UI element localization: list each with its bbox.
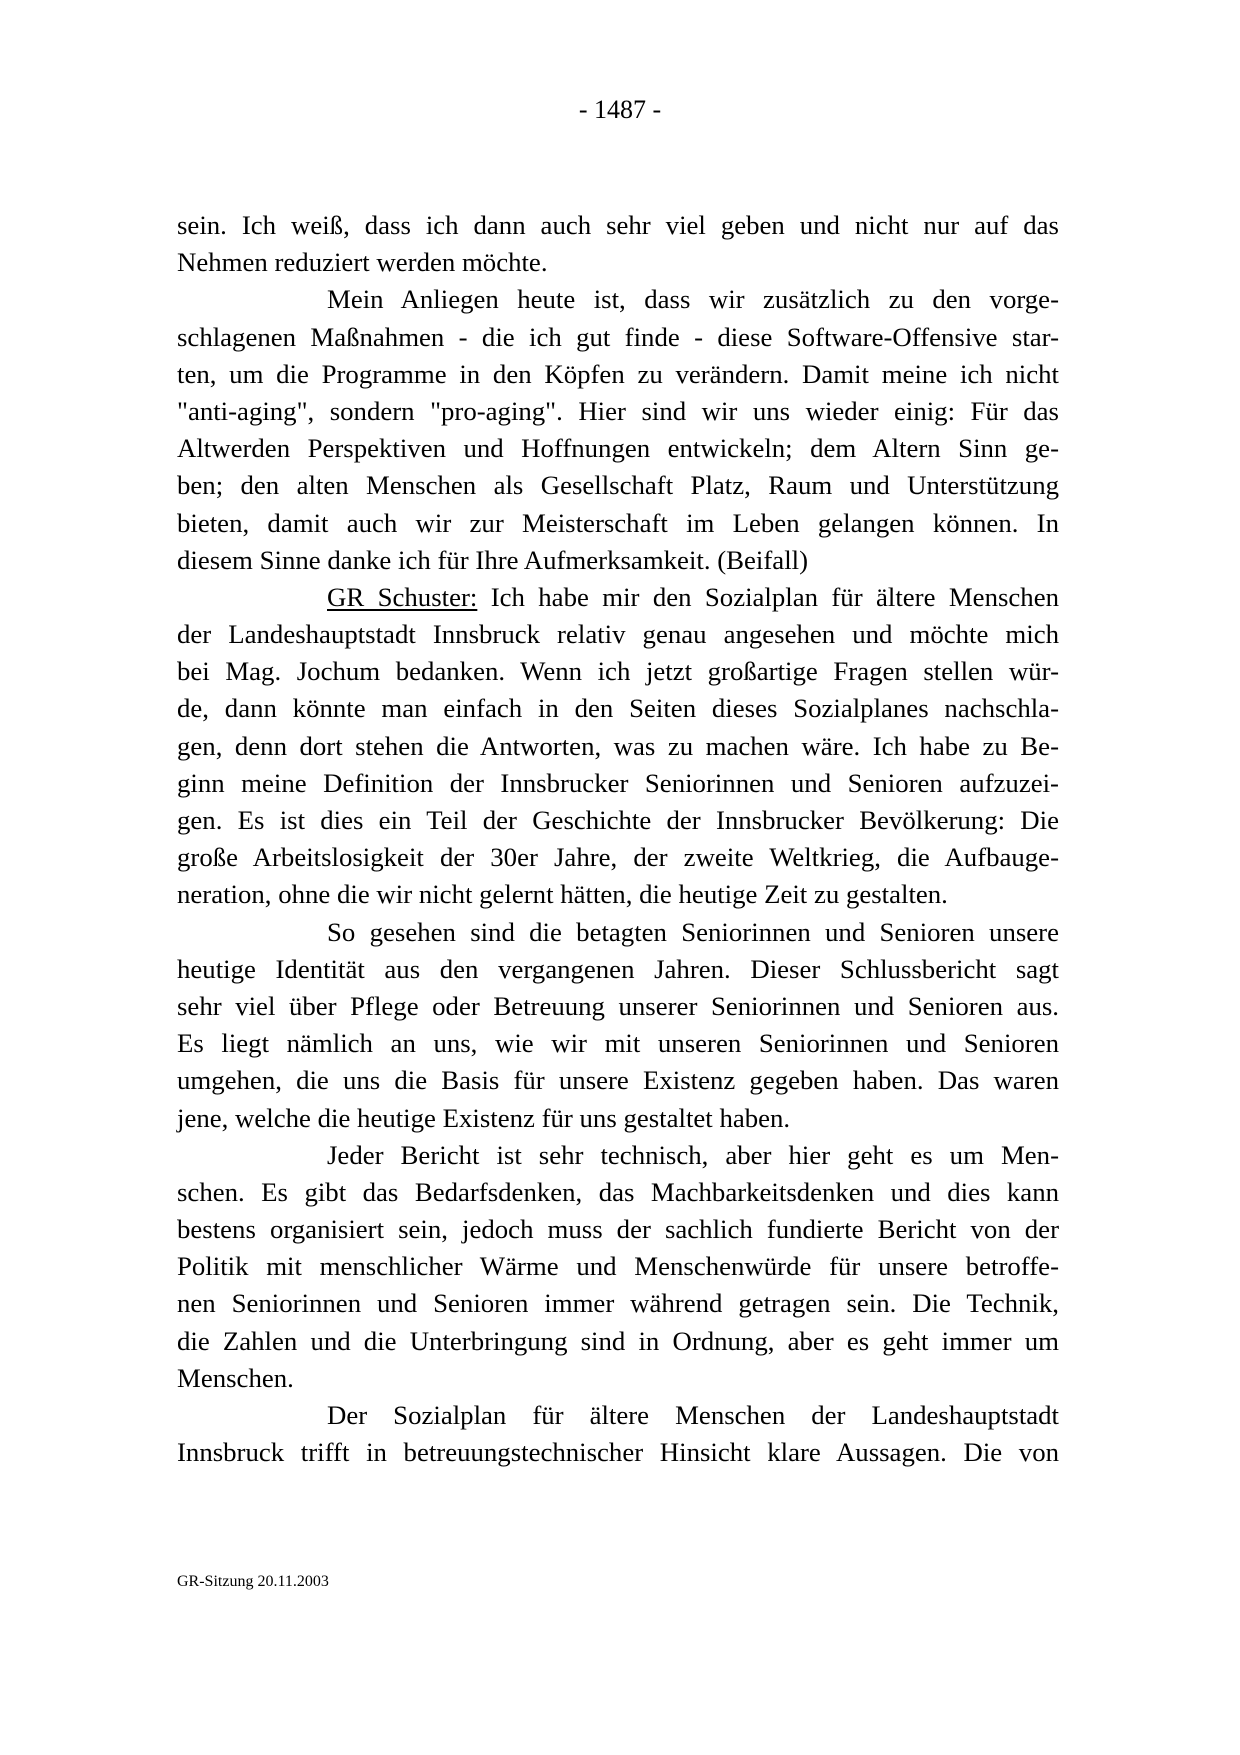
text-line: ten, um die Programme in den Köpfen zu verändern. Damit meine ich nicht: [177, 358, 1059, 389]
paragraph: [177, 207, 1059, 281]
text-line: bieten, damit auch wir zur Meisterschaft im Leben gelangen können. In: [177, 507, 1059, 538]
page-number: - 1487 -: [578, 95, 662, 124]
text-line: sehr viel über Pflege oder Betreuung unserer Seniorinnen und Senioren aus.: [177, 990, 1059, 1021]
text-line: "anti-aging", sondern "pro-aging". Hier sind wir uns wieder einig: Für das: [177, 395, 1059, 426]
text-line: ben; den alten Menschen als Gesellschaft Platz, Raum und Unterstützung: [177, 470, 1059, 501]
body-text: [177, 207, 1059, 1471]
text-line: Menschen.: [177, 1362, 294, 1393]
text-line: de, dann könnte man einfach in den Seiten dieses Sozialplanes nachschla-: [177, 693, 1059, 724]
text-line: Politik mit menschlicher Wärme und Menschenwürde für unsere betroffe-: [177, 1251, 1059, 1282]
text-line: die Zahlen und die Unterbringung sind in Ordnung, aber es geht immer um: [177, 1325, 1059, 1356]
text-line: nen Seniorinnen und Senioren immer während getragen sein. Die Technik,: [177, 1288, 1059, 1319]
text-line: gen. Es ist dies ein Teil der Geschichte der Innsbrucker Bevölkerung: Die: [177, 805, 1059, 835]
text-line: neration, ohne die wir nicht gelernt hätten, die heutige Zeit zu gestalten.: [177, 879, 948, 910]
text-line: Innsbruck trifft in betreuungstechnischer Hinsicht klare Aussagen. Die von: [177, 1437, 1059, 1468]
text-line: heutige Identität aus den vergangenen Jahren. Dieser Schlussbericht sagt: [177, 953, 1059, 984]
text-line: Jeder Bericht ist sehr technisch, aber hier geht es um Men-: [327, 1139, 1059, 1170]
paragraph: [177, 914, 1059, 1137]
paragraph: [177, 1397, 1059, 1471]
text-line: Der Sozialplan für ältere Menschen der Landeshauptstadt: [327, 1400, 1059, 1430]
text-line: Mein Anliegen heute ist, dass wir zusätzlich zu den vorge-: [327, 284, 1059, 315]
text-line: schen. Es gibt das Bedarfsdenken, das Machbarkeitsdenken und dies kann: [177, 1176, 1059, 1207]
paragraph: [177, 1137, 1059, 1397]
text-line: Nehmen reduziert werden möchte.: [177, 247, 548, 278]
text-line: sein. Ich weiß, dass ich dann auch sehr viel geben und nicht nur auf das: [177, 210, 1059, 240]
text-line: ginn meine Definition der Innsbrucker Seniorinnen und Senioren aufzuzei-: [177, 767, 1059, 798]
paragraph: [177, 281, 1059, 579]
text-line-content: Ich habe mir den Sozialplan für ältere Menschen: [477, 581, 1059, 612]
speaker-name: GR Schuster:: [327, 581, 478, 612]
paragraph: [177, 579, 1059, 914]
text-line: Altwerden Perspektiven und Hoffnungen entwickeln; dem Altern Sinn ge-: [177, 433, 1059, 464]
text-line: bestens organisiert sein, jedoch muss der sachlich fundierte Bericht von der: [177, 1214, 1059, 1245]
text-line: der Landeshauptstadt Innsbruck relativ genau angesehen und möchte mich: [177, 619, 1059, 650]
text-line: [177, 579, 1059, 616]
text-line: jene, welche die heutige Existenz für uns gestaltet haben.: [177, 1102, 791, 1133]
text-line: gen, denn dort stehen die Antworten, was zu machen wäre. Ich habe zu Be-: [177, 730, 1059, 761]
text-line: schlagenen Maßnahmen - die ich gut finde - diese Software-Offensive star-: [177, 321, 1059, 352]
text-line: diesem Sinne danke ich für Ihre Aufmerksamkeit. (Beifall): [177, 544, 809, 575]
text-line: So gesehen sind die betagten Seniorinnen und Senioren unsere: [327, 916, 1059, 947]
text-line: bei Mag. Jochum bedanken. Wenn ich jetzt großartige Fragen stellen wür-: [177, 656, 1059, 687]
text-line: große Arbeitslosigkeit der 30er Jahre, der zweite Weltkrieg, die Aufbauge-: [177, 842, 1059, 873]
text-line: umgehen, die uns die Basis für unsere Existenz gegeben haben. Das waren: [177, 1065, 1059, 1096]
text-line: Es liegt nämlich an uns, wie wir mit unseren Seniorinnen und Senioren: [177, 1028, 1059, 1059]
footer-session-date: GR-Sitzung 20.11.2003: [177, 1573, 329, 1590]
